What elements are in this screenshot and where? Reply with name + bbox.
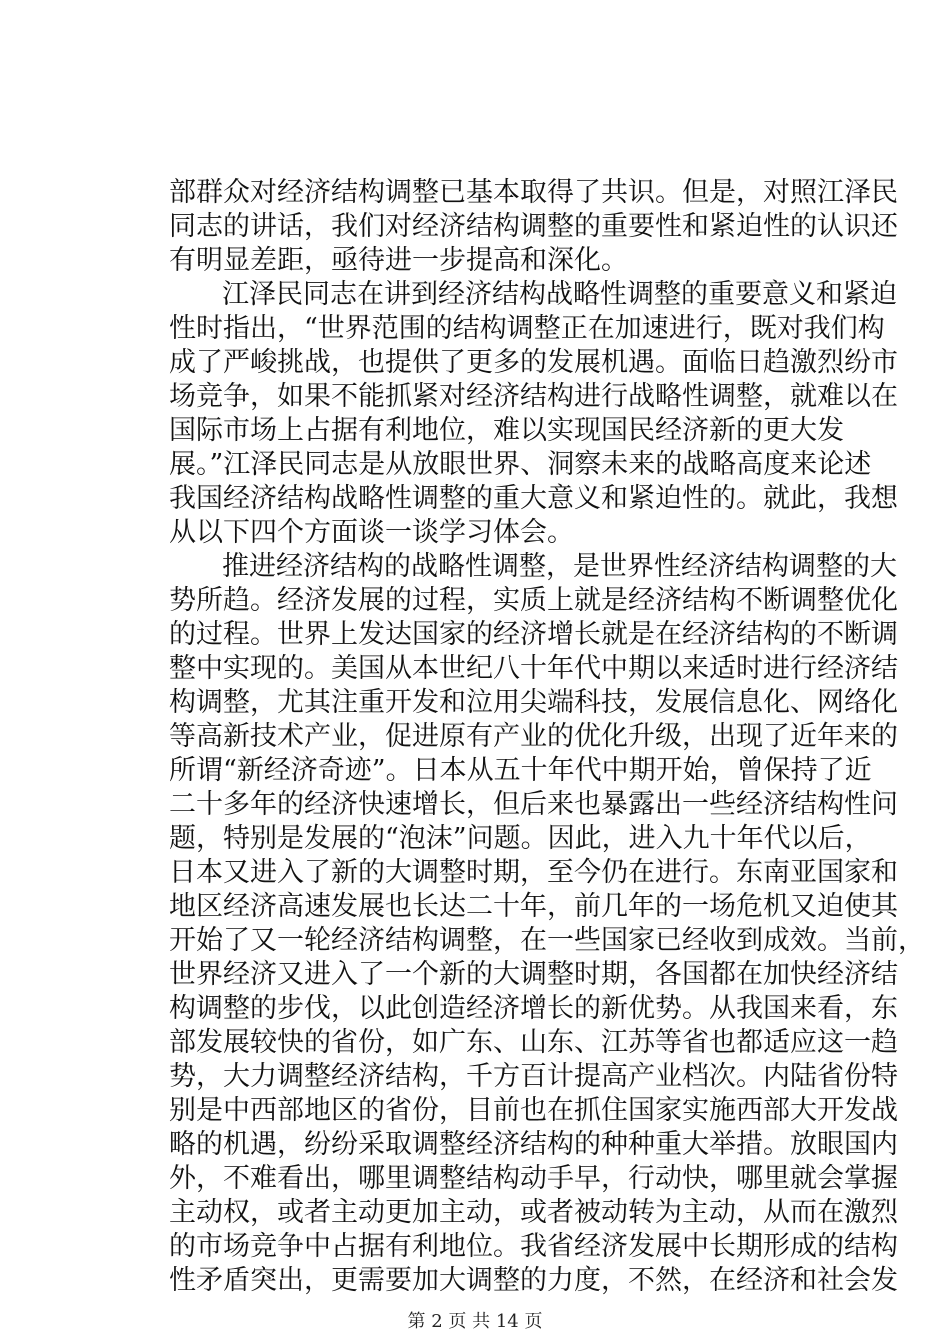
text-line: 性矛盾突出，更需要加大调整的力度，不然，在经济和社会发 [169, 1265, 898, 1296]
text-line: 开始了又一轮经济结构调整，在一些国家已经收到成效。当前， [169, 925, 925, 956]
text-line: 构调整的步伐，以此创造经济增长的新优势。从我国来看，东 [169, 993, 898, 1024]
text-line: 同志的讲话，我们对经济结构调整的重要性和紧迫性的认识还 [169, 211, 898, 242]
text-line: 地区经济高速发展也长达二十年，前几年的一场危机又迫使其 [169, 891, 898, 922]
text-line: 构调整，尤其注重开发和泣用尖端科技，发展信息化、网络化 [169, 687, 898, 718]
text-line: 部群众对经济结构调整已基本取得了共识。但是，对照江泽民 [169, 177, 898, 208]
text-line: 我国经济结构战略性调整的重大意义和紧迫性的。就此，我想 [169, 483, 898, 514]
text-line: 题，特别是发展的“泡沫”问题。因此，进入九十年代以后， [169, 823, 872, 854]
text-line: 所谓“新经济奇迹”。日本从五十年代中期开始，曾保持了近 [169, 755, 872, 786]
text-line: 的过程。世界上发达国家的经济增长就是在经济结构的不断调 [169, 619, 898, 650]
paragraph-first-line: 江泽民同志在讲到经济结构战略性调整的重要意义和紧迫 [222, 279, 897, 310]
page-number-footer: 第 2 页 共 14 页 [407, 1311, 543, 1332]
text-line: 的市场竞争中占据有利地位。我省经济发展中长期形成的结构 [169, 1231, 898, 1262]
text-line: 主动权，或者主动更加主动，或者被动转为主动，从而在激烈 [169, 1197, 898, 1228]
text-line: 整中实现的。美国从本世纪八十年代中期以来适时进行经济结 [169, 653, 898, 684]
text-line: 势，大力调整经济结构，千方百计提高产业档次。内陆省份特 [169, 1061, 898, 1092]
text-line: 略的机遇，纷纷采取调整经济结构的种种重大举措。放眼国内 [169, 1129, 898, 1160]
text-line: 从以下四个方面谈一谈学习体会。 [169, 517, 574, 548]
text-line: 展。”江泽民同志是从放眼世界、洞察未来的战略高度来论述 [169, 449, 872, 480]
text-line: 性时指出，“世界范围的结构调整正在加速进行，既对我们构 [169, 313, 885, 344]
text-line: 世界经济又进入了一个新的大调整时期，各国都在加快经济结 [169, 959, 898, 990]
text-line: 部发展较快的省份，如广东、山东、江苏等省也都适应这一趋 [169, 1027, 898, 1058]
text-line: 有明显差距，亟待进一步提高和深化。 [169, 245, 628, 276]
text-line: 别是中西部地区的省份，目前也在抓住国家实施西部大开发战 [169, 1095, 898, 1126]
text-line: 势所趋。经济发展的过程，实质上就是经济结构不断调整优化 [169, 585, 898, 616]
paragraph-first-line: 推进经济结构的战略性调整，是世界性经济结构调整的大 [222, 551, 897, 582]
text-line: 成了严峻挑战，也提供了更多的发展机遇。面临日趋激烈纷市 [169, 347, 898, 378]
text-line: 等高新技术产业，促进原有产业的优化升级，出现了近年来的 [169, 721, 898, 752]
text-line: 二十多年的经济快速增长，但后来也暴露出一些经济结构性问 [169, 789, 898, 820]
text-line: 日本又进入了新的大调整时期，至今仍在进行。东南亚国家和 [169, 857, 898, 888]
text-line: 国际市场上占据有利地位，难以实现国民经济新的更大发 [169, 415, 844, 446]
text-line: 外，不难看出，哪里调整结构动手早，行动快，哪里就会掌握 [169, 1163, 898, 1194]
text-line: 场竞争，如果不能抓紧对经济结构进行战略性调整，就难以在 [169, 381, 898, 412]
